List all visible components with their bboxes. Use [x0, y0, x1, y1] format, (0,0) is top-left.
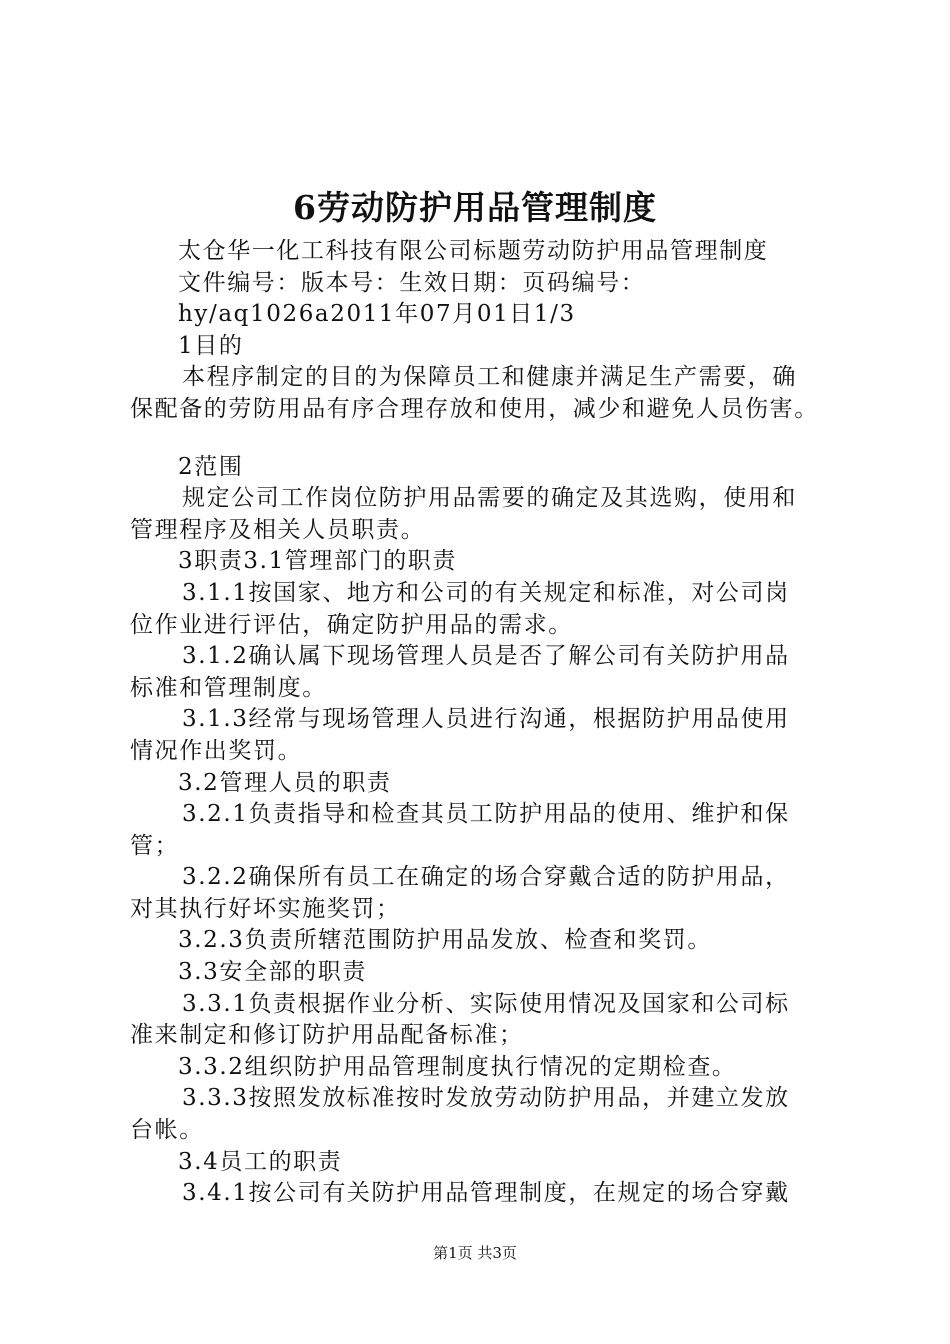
paragraph-line: 位作业进行评估，确定防护用品的需求。	[130, 611, 573, 638]
paragraph-line: 准来制定和修订防护用品配备标准；	[130, 1022, 524, 1049]
section-heading-purpose: 1目的	[178, 332, 244, 359]
paragraph-line: 3.3.1负责根据作业分析、实际使用情况及国家和公司标	[182, 990, 790, 1017]
paragraph-gap	[130, 426, 832, 452]
paragraph-line: 3.2.1负责指导和检查其员工防护用品的使用、维护和保	[182, 801, 790, 828]
paragraph-line: 3.2.3负责所辖范围防护用品发放、检查和奖罚。	[178, 927, 712, 954]
subsection-heading: 3.3安全部的职责	[178, 959, 367, 986]
paragraph-line: 3.1.1按国家、地方和公司的有关规定和标准，对公司岗	[182, 579, 790, 606]
paragraph-line: 3.4.1按公司有关防护用品管理制度，在规定的场合穿戴	[182, 1180, 790, 1207]
paragraph-line: 管；	[130, 832, 180, 859]
paragraph-line: 标准和管理制度。	[130, 674, 327, 701]
paragraph-line: 3.3.3按照发放标准按时发放劳动防护用品，并建立发放	[182, 1085, 790, 1112]
section-heading-responsibilities: 3职责3.1管理部门的职责	[178, 548, 458, 575]
section-heading-scope: 2范围	[178, 453, 244, 480]
paragraph-line: 3.1.3经常与现场管理人员进行沟通，根据防护用品使用	[182, 706, 790, 733]
document-body	[130, 236, 832, 1210]
header-line-company: 太仓华一化工科技有限公司标题劳动防护用品管理制度	[178, 238, 769, 264]
paragraph-line: 情况作出奖罚。	[130, 737, 303, 764]
page-footer: 第1页 共3页	[433, 1244, 517, 1262]
paragraph-line: 管理程序及相关人员职责。	[130, 516, 426, 543]
subsection-heading: 3.2管理人员的职责	[178, 769, 392, 796]
header-line-file-values: hy/aq1026a2011年07月01日1/3	[178, 301, 576, 328]
paragraph-line: 规定公司工作岗位防护用品需要的确定及其选购，使用和	[182, 485, 797, 512]
paragraph-line: 本程序制定的目的为保障员工和健康并满足生产需要，确	[182, 364, 797, 391]
paragraph-line: 对其执行好坏实施奖罚；	[130, 895, 401, 922]
paragraph-line: 3.2.2确保所有员工在确定的场合穿戴合适的防护用品，	[182, 864, 790, 891]
paragraph-line: 3.1.2确认属下现场管理人员是否了解公司有关防护用品	[182, 643, 790, 670]
paragraph-line: 台帐。	[130, 1117, 204, 1144]
subsection-heading: 3.4员工的职责	[178, 1148, 343, 1175]
paragraph-line: 保配备的劳防用品有序合理存放和使用，减少和避免人员伤害。	[130, 395, 819, 422]
paragraph-line: 3.3.2组织防护用品管理制度执行情况的定期检查。	[178, 1053, 737, 1080]
header-line-file-info: 文件编号：版本号：生效日期：页码编号：	[178, 269, 646, 296]
document-title: 6劳动防护用品管理制度	[293, 188, 657, 227]
